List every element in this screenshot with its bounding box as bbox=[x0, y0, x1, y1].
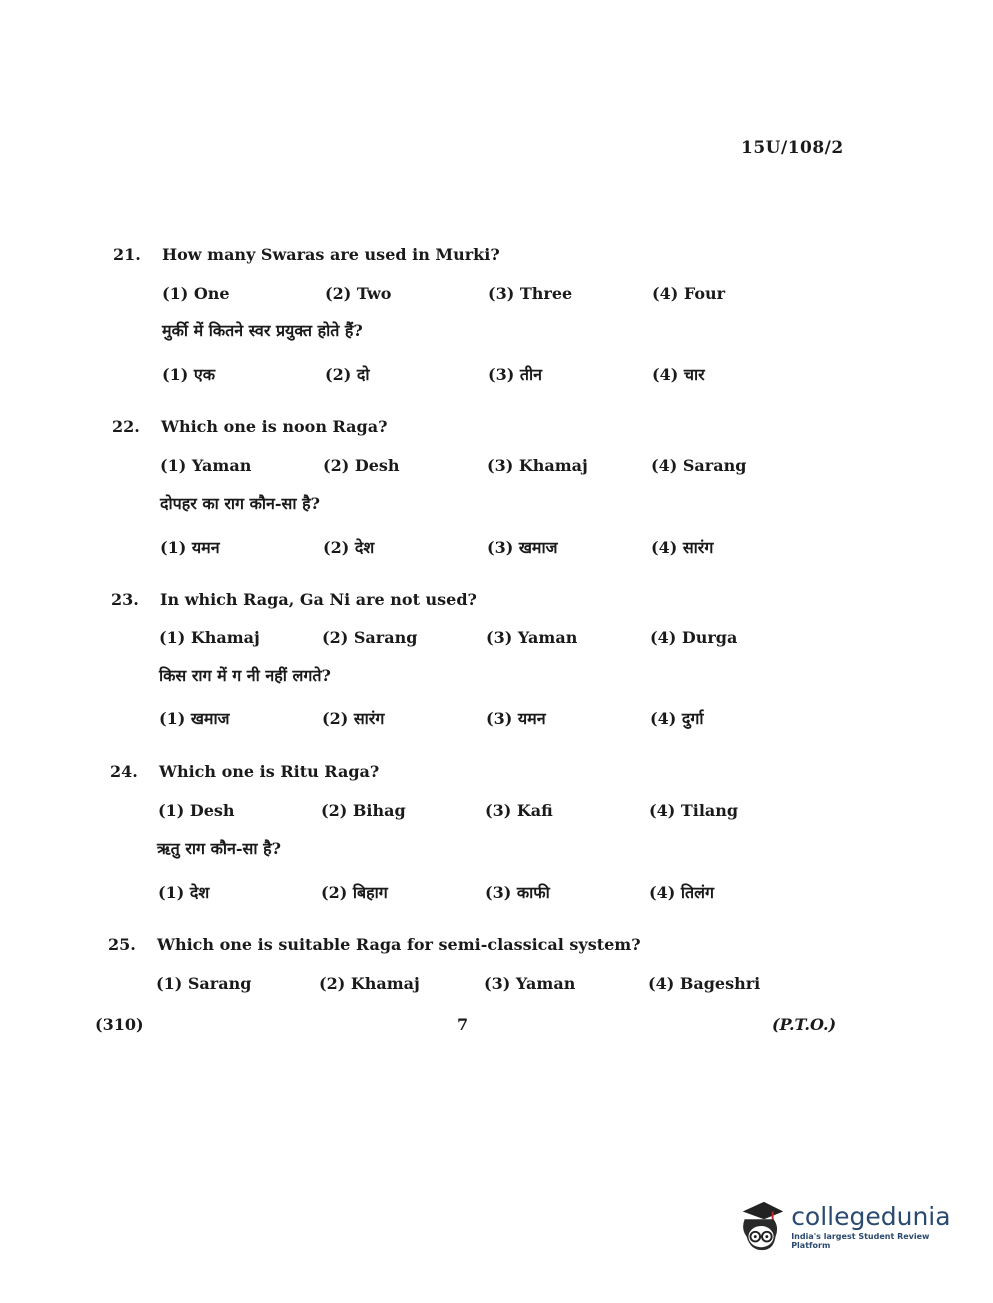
question-text-en: Which one is suitable Raga for semi-classical system? bbox=[157, 935, 641, 954]
question-text-hi: दोपहर का राग कौन-सा है? bbox=[160, 494, 320, 513]
logo-tagline: India's largest Student Review Platform bbox=[791, 1232, 930, 1250]
question-text-hi: ऋतु राग कौन-सा है? bbox=[157, 839, 281, 858]
option-en: (4) Tilang bbox=[649, 801, 739, 820]
option-hi: (2) देश bbox=[323, 538, 375, 557]
question-text-en: Which one is Ritu Raga? bbox=[159, 762, 380, 781]
option-en: (3) Yaman bbox=[486, 628, 578, 647]
collegedunia-logo bbox=[735, 1195, 965, 1257]
option-en: (2) Bihag bbox=[321, 801, 406, 820]
option-hi: (4) दुर्गा bbox=[650, 709, 704, 728]
option-en: (4) Durga bbox=[650, 628, 738, 647]
option-en: (3) Three bbox=[488, 284, 573, 303]
logo-name: collegedunia bbox=[791, 1202, 951, 1231]
option-hi: (2) सारंग bbox=[322, 709, 385, 728]
option-hi: (4) चार bbox=[652, 365, 705, 384]
option-en: (2) Desh bbox=[323, 456, 400, 475]
option-hi: (3) काफी bbox=[485, 883, 550, 902]
page-number: 7 bbox=[457, 1015, 469, 1034]
option-en: (1) Khamaj bbox=[159, 628, 260, 647]
question-number: 24. bbox=[110, 762, 138, 781]
option-hi: (1) खमाज bbox=[159, 709, 230, 728]
question-text-hi: किस राग में ग नी नहीं लगते? bbox=[159, 666, 331, 685]
option-en: (3) Khamaj bbox=[487, 456, 588, 475]
option-hi: (3) यमन bbox=[486, 709, 546, 728]
question-number: 25. bbox=[108, 935, 136, 954]
option-hi: (2) दो bbox=[325, 365, 370, 384]
option-en: (3) Kafi bbox=[485, 801, 553, 820]
paper-code: 15U/108/2 bbox=[741, 138, 844, 158]
option-en: (1) Yaman bbox=[160, 456, 252, 475]
question-text-hi: मुर्की में कितने स्वर प्रयुक्त होते हैं? bbox=[162, 321, 363, 340]
question-number: 22. bbox=[112, 417, 140, 436]
option-hi: (4) तिलंग bbox=[649, 883, 714, 902]
option-hi: (1) यमन bbox=[160, 538, 220, 557]
mascot-icon bbox=[735, 1197, 785, 1255]
option-en: (1) Sarang bbox=[156, 974, 252, 993]
option-en: (4) Bageshri bbox=[648, 974, 761, 993]
question-text-en: In which Raga, Ga Ni are not used? bbox=[160, 590, 477, 609]
option-hi: (4) सारंग bbox=[651, 538, 714, 557]
option-en: (2) Two bbox=[325, 284, 392, 303]
question-number: 23. bbox=[111, 590, 139, 609]
question-number: 21. bbox=[113, 245, 141, 264]
pto-label: (P.T.O.) bbox=[772, 1015, 837, 1034]
booklet-code: (310) bbox=[95, 1015, 144, 1034]
option-hi: (3) खमाज bbox=[487, 538, 558, 557]
option-en: (2) Khamaj bbox=[319, 974, 420, 993]
option-hi: (1) देश bbox=[158, 883, 210, 902]
option-en: (2) Sarang bbox=[322, 628, 418, 647]
question-text-en: Which one is noon Raga? bbox=[161, 417, 388, 436]
option-hi: (3) तीन bbox=[488, 365, 542, 384]
question-text-en: How many Swaras are used in Murki? bbox=[162, 245, 500, 264]
option-en: (1) One bbox=[162, 284, 230, 303]
option-en: (4) Sarang bbox=[651, 456, 747, 475]
option-en: (3) Yaman bbox=[484, 974, 576, 993]
option-hi: (1) एक bbox=[162, 365, 215, 384]
option-en: (4) Four bbox=[652, 284, 726, 303]
option-en: (1) Desh bbox=[158, 801, 235, 820]
option-hi: (2) बिहाग bbox=[321, 883, 388, 902]
